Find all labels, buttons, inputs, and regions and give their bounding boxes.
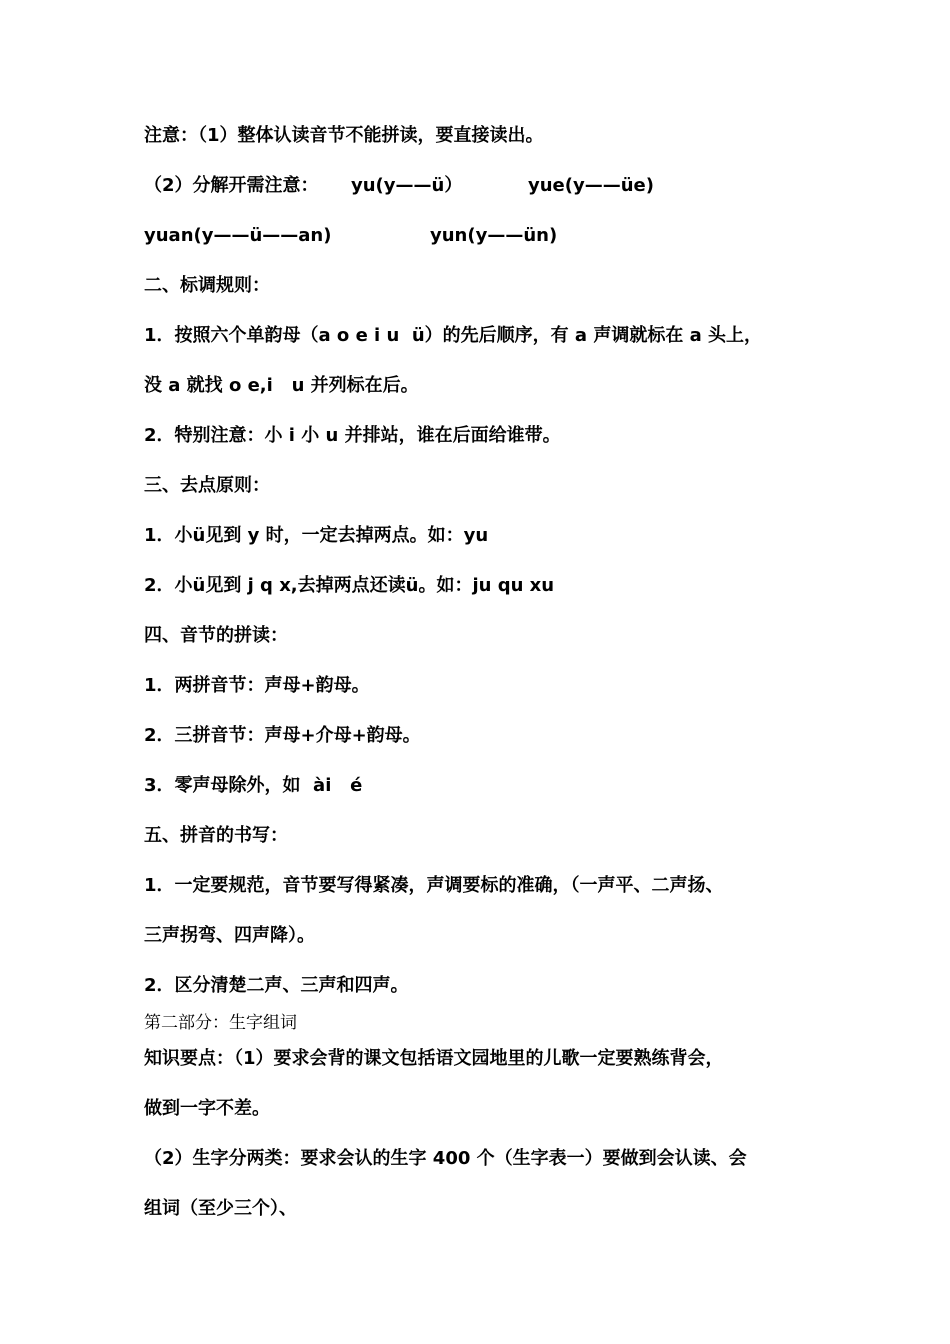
pinyin-example-yuan: yuan(y——ü——an) — [144, 225, 332, 246]
pinyin-example-yue: yue(y——üe) — [528, 175, 654, 196]
note-text: 注意：（1）整体认读音节不能拼读，要直接读出。 — [144, 125, 544, 146]
note-subtitle: （2）分解开需注意： — [144, 175, 319, 196]
document-page: 注意：（1）整体认读音节不能拼读，要直接读出。 （2）分解开需注意： yu(y——ü） yue(y——üe) yuan(y——ü——an) yun(y——ün) 二、标调规则： 1．按照六个单韵母（a o e i u ü）的先后顺序，有 a 声调就标在 a 头上， 没 a 就找 o e,i u 并列标在后。 2．特别注意：小 i 小 u 并排站，谁在后面给谁带。 三、去点原则： 1．小ü见到 y 时，一定去掉两点。如：yu 2．小ü见到 j q x,去掉两点还读ü。如：ju qu xu 四、音节的拼读： 1．两拼音节：声母+韵母。 2．三拼音节：声母+介母+韵母。 3．零声母除外，如 ài é 五、拼音的书写： 1．一定要规范，音节要写得紧凑，声调要标的准确，（一声平、二声扬、 三声拐弯、四声降）。 2．区分清楚二声、三声和四声。 第二部分：生字组词 知识要点：（1）要求会背的课文包括语文园地里的儿歌一定要熟练背会， 做到一字不差。 （2）生字分两类：要求会认的生字 400 个（生字表一）要做到会认读、会 组词（至少三个）、 — [0, 0, 950, 1344]
pinyin-example-yu: yu(y——ü） — [351, 175, 463, 196]
pinyin-example-yun: yun(y——ün) — [430, 225, 558, 246]
